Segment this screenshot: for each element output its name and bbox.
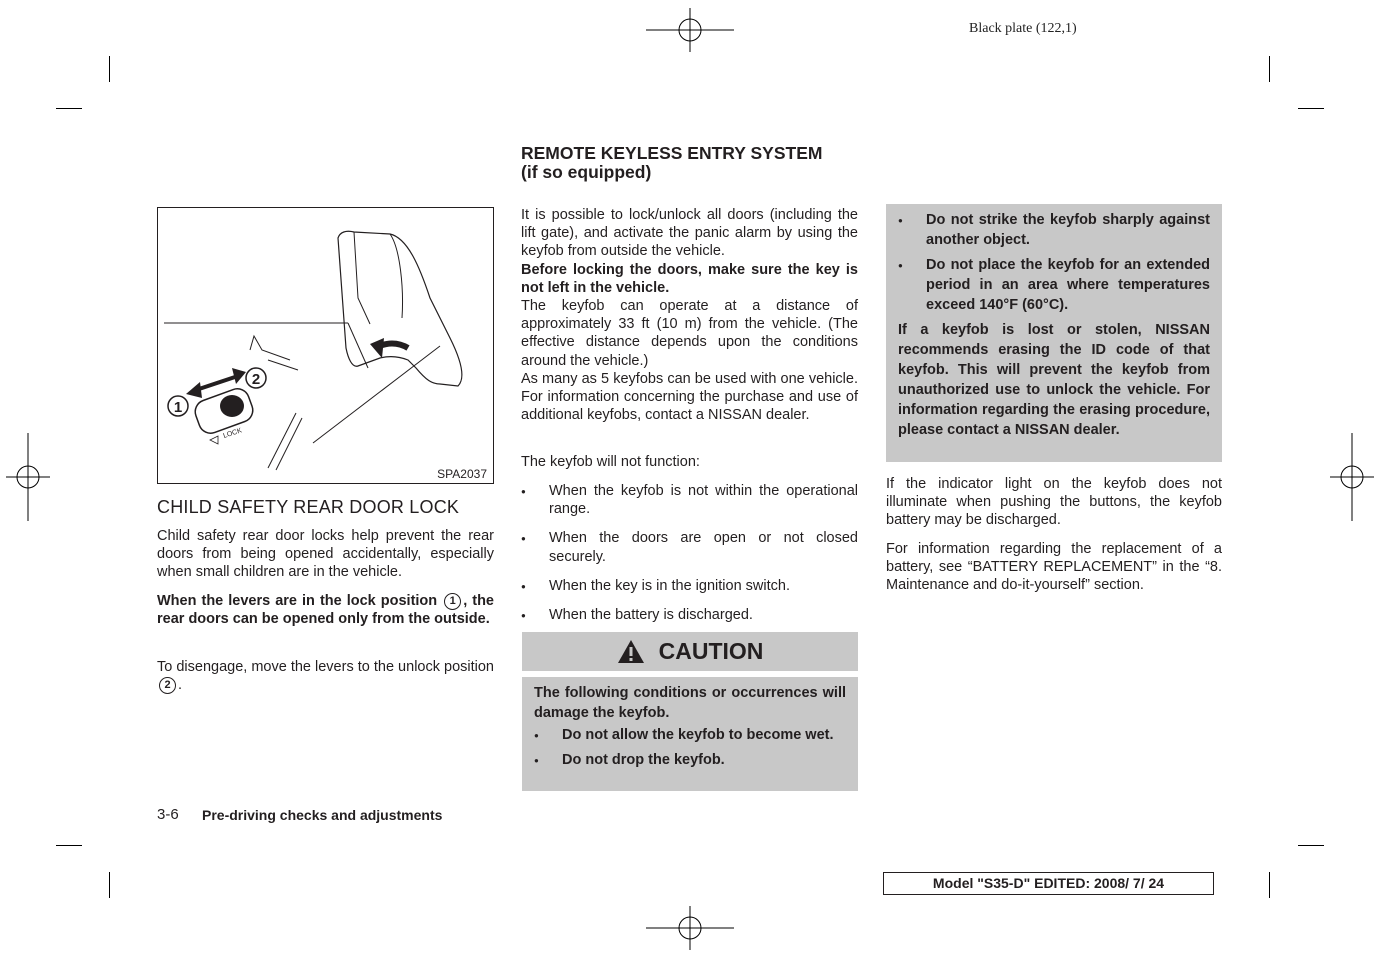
lock-text-b: , the rear doors can be opened only from the outside. [157, 593, 494, 628]
indicator-light-para: If the indicator light on the keyfob does not illuminate when pushing the buttons, the keyfob battery may be discharged. [886, 476, 1222, 529]
section-heading-keyless [521, 144, 861, 182]
caution-continued-box [886, 204, 1222, 462]
heading-line-2: (if so equipped) [521, 162, 652, 182]
child-lock-intro: Child safety rear door locks help prevent the rear doors from being opened accidentally, especially when small children are in the vehicle. [157, 528, 494, 581]
model-edited-box: Model "S35-D" EDITED: 2008/ 7/ 24 [883, 872, 1214, 895]
crop-mark [1269, 56, 1270, 82]
keyless-para-1: It is possible to lock/unlock all doors (including the lift gate), and activate the panic alarm by using the keyfob from outside the vehicle. [521, 207, 858, 260]
caution-list [534, 725, 846, 770]
caution-header [522, 632, 858, 671]
footer-section-title: Pre-driving checks and adjustments [202, 807, 443, 823]
keyless-warning: Before locking the doors, make sure the key is not left in the vehicle. [521, 261, 858, 296]
list-item: ● When the key is in the ignition switch. [521, 577, 858, 595]
lock-label: LOCK [222, 427, 243, 440]
disengage-text-b: . [178, 677, 183, 694]
list-item: ● Do not drop the keyfob. [534, 750, 846, 770]
registration-mark-left [6, 433, 50, 521]
caution-body [522, 677, 858, 791]
door-lock-drawing [158, 208, 493, 483]
circle-marker-2: 2 [159, 677, 176, 694]
crop-mark [1298, 108, 1324, 109]
disengage-text-a: To disengage, move the levers to the unlock position [157, 659, 494, 675]
crop-mark [56, 108, 82, 109]
list-item: ● Do not allow the keyfob to become wet. [534, 725, 846, 745]
crop-mark [109, 56, 110, 82]
registration-mark-bottom [646, 906, 734, 950]
battery-replacement-para: For information regarding the replacement of a battery, see “BATTERY REPLACEMENT” in the “8. Maintenance and do-it-yourself” section. [886, 541, 1222, 594]
child-lock-disengage [157, 658, 494, 694]
caution-intro: The following conditions or occurrences will damage the keyfob. [534, 685, 846, 721]
crop-mark [109, 872, 110, 898]
registration-mark-top [646, 8, 734, 52]
keyless-para-3: As many as 5 keyfobs can be used with one vehicle. For information concerning the purchase and use of additional keyfobs, contact a NISSAN dealer. [521, 370, 858, 424]
crop-mark [1269, 872, 1270, 898]
section-title-child-lock: CHILD SAFETY REAR DOOR LOCK [157, 497, 460, 517]
list-item: ● When the doors are open or not closed securely. [521, 529, 858, 565]
marker-2: 2 [251, 371, 261, 388]
caution-title: CAUTION [658, 638, 764, 664]
crop-mark [56, 845, 82, 846]
list-item: ● Do not place the keyfob for an extended period in an area where temperatures exceed 140°F (60°C). [898, 255, 1210, 315]
keyless-para-2: The keyfob can operate at a distance of approximately 33 ft (10 m) from the vehicle. (The effective distance depends upon the conditions around the vehicle.) [521, 298, 858, 369]
registration-mark-right [1330, 433, 1374, 521]
crop-mark [1298, 845, 1324, 846]
keyfob-care-list [898, 210, 1210, 315]
marker-1: 1 [173, 399, 183, 416]
child-lock-lock-position [157, 592, 494, 628]
page-number: 3-6 [157, 806, 179, 823]
warning-triangle-icon [617, 639, 645, 664]
list-item: ● Do not strike the keyfob sharply against another object. [898, 210, 1210, 250]
keyless-body [521, 206, 858, 424]
lock-text-a: When the levers are in the lock position [157, 593, 438, 609]
keyless-not-function: The keyfob will not function: [521, 454, 700, 470]
list-item: ● When the keyfob is not within the operational range. [521, 482, 858, 518]
list-item: ● When the battery is discharged. [521, 606, 858, 624]
plate-label: Black plate (122,1) [969, 21, 1077, 36]
lost-keyfob-note: If a keyfob is lost or stolen, NISSAN recommends erasing the ID code of that keyfob. This will prevent the keyfob from unauthorized use to unlock the vehicle. For information regarding the erasing procedure, please contact a NISSAN dealer. [898, 322, 1210, 438]
door-lock-illustration [157, 207, 494, 484]
circle-marker-1: 1 [444, 593, 461, 610]
figure-code: SPA2037 [437, 467, 487, 481]
keyless-conditions-list [521, 482, 858, 624]
heading-line-1: REMOTE KEYLESS ENTRY SYSTEM [521, 143, 823, 163]
